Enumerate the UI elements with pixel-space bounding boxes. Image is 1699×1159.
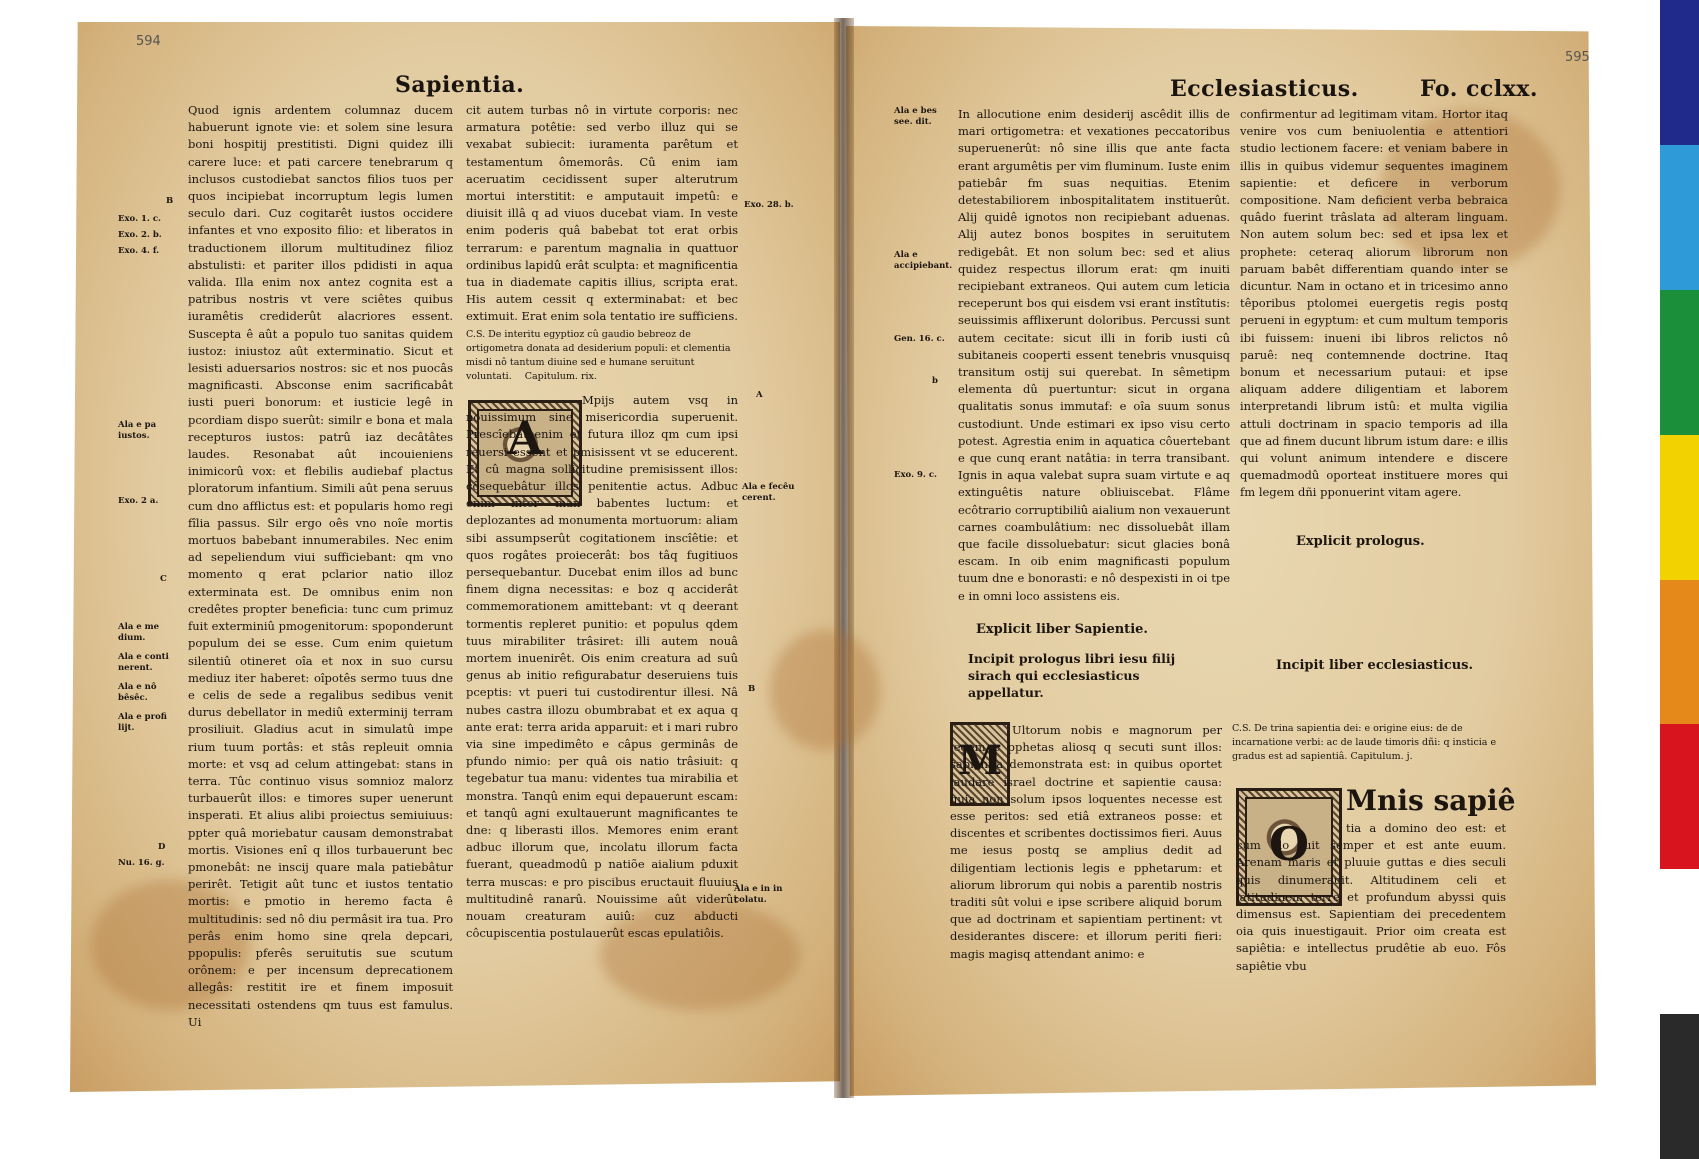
right-column-1-text: In allocutione enim desiderij ascêdit illis de mari ortigometra: et vexationes peccatoribus superuenerût: nô sine illis que ante facta erant argumêtis per vim fluminum. Iuste enim patiebâr fm suas nequitias. Etenim detestabiliorem inbospitalitatem instituerût. Alij quidê ignotos non recipiebant aduenas. Alij autez bonos bospites in seruitutem redigebât. Et non solum bec: sed et alius quidez respectus illorum erat: qm inuiti recipiebant extraneos. Qui autem cum leticia receperunt bos qui eisdem vsi erant instîtutis: seuissimis afflixerunt doloribus. Percussi sunt autem cecitate: sicut illi in forib iusti cû subitaneis cooperti essent tenebris vnusquisq transitum ostij sui querebat. In sêmetipm elementa dû puertuntur: sicut in organa qualitatis sonus immutaf: e oîa suum sonus custodiunt. Unde estimari ex ipso visu certo potest. Agrestia enim in aquatica côuertebant e que cunq erant natâtia: in terra transibant. Ignis in aqua valebat supra suam virtute e aq extinguêtis nature obliuiscebat. Flâme ecôtrario corruptibiliû aialium non vexauerunt carnes coambulâtium: nec dissoluebât illam que facile dissoluebatur: sicut glacies bonâ escam. In oib enim magnificasti populum tuum dne e bonorasti: e nô despexisti in oi tpe e in omni loco assistens eis. [958, 107, 1230, 603]
explicit-sapientie: Explicit liber Sapientie. [976, 622, 1148, 637]
margin-note: Exo. 28. b. [744, 200, 794, 210]
running-head-right: Ecclesiasticus. [1170, 76, 1359, 102]
calibration-swatch [1660, 580, 1699, 725]
margin-note: Ala e pa iustos. [118, 420, 157, 441]
right-column-2-text: confirmentur ad legitimam vitam. Hortor itaq venire vos cum beniuolentia e attentiori studio lectionem facere: et veniam babere in illis in quibus videmur sequentes imaginem sapientie: et deficere in verborum compositione. Nam deficient verba bebraica quâdo fuerint trâslata ad alteram linguam. Non autem solum bec: sed et ipsa lex et prophete: ceteraq aliorum librorum non paruam babêt differentiam quando inter se dicuntur. Nam in octano et in tricesimo anno têporibus ptolomei euergetis regis postq perueni in egyptum: et cum multum temporis ibi fuissem: inueni ibi libros relictos nô paruê: neq contemnende doctrine. Itaq bonum et necessarium putaui: et ipse aliquam addere diligentiam et laborem interpretandi librum istû: et multa vigilia attuli doctrinam in spacio temporis ad illa que ad finem ducunt librum istum dare: e illis qui volunt animum intendere e discere quemadmodû oporteat instituere mores qui fm legem dñi pponuerint vitam agere. [1240, 107, 1508, 500]
calibration-swatch [1660, 1014, 1699, 1159]
incipit-prologus-text: Incipit prologus libri iesu filij sirach qui ecclesiasticus appellatur. [968, 651, 1176, 700]
margin-note: Ala e bes see. dit. [894, 106, 937, 127]
right-chapter-caption [1232, 722, 1512, 770]
margin-note: B [166, 196, 174, 206]
woodcut-letter: A [507, 411, 543, 465]
omnis-sapientia-heading: Mnis sapiê [1346, 784, 1516, 817]
margin-note: Ala e accipiebant. [894, 250, 953, 271]
woodcut-letter-o: O [1268, 817, 1310, 871]
incipit-prologus [968, 650, 1208, 706]
margin-note: B [748, 684, 756, 694]
folio-number-right: 595 [1565, 50, 1590, 65]
left-chapter-caption [466, 328, 738, 384]
left-chapter-number: Capitulum. rix. [524, 371, 597, 382]
prologue-text [950, 722, 1222, 987]
left-chapter-caption-text: C.S. De interitu egyptioz cû gaudio bebreoz de ortigometra donata ad desiderium populi: et clementia misdi nô tantum diuine sed e humane seruitunt voluntati. [466, 329, 731, 382]
margin-note: Ala e nô bêsêc. [118, 682, 157, 703]
left-column-2-top [466, 102, 738, 324]
margin-note: Exo. 2 a. [118, 496, 159, 506]
margin-note: Ala e me dium. [118, 622, 160, 643]
margin-note: Exo. 4. f. [118, 246, 160, 256]
calibration-swatch [1660, 435, 1699, 580]
right-chapter-caption-text: C.S. De trina sapientia dei: e origine eius: de de incarnatione verbi: ac de laude timoris dñi: q insticia e gradus est ad sapientiâ. Capitulum. j. [1232, 723, 1497, 762]
calibration-swatch [1660, 145, 1699, 290]
running-head-left: Sapientia. [395, 72, 525, 98]
calibration-swatch [1660, 869, 1699, 1014]
calibration-swatch [1660, 724, 1699, 869]
left-column-2-top-text: cit autem turbas nô in virtute corporis: nec armatura potêtie: sed verbo illuz qui se vexabat subiecit: iuramenta parêtum et testamentum ômemorâs. Cû enim iam aceruatim cecidissent super alterutrum mortui interstitit: e amputauit impetû: e diuisit illâ q ad viuos ducebat viam. In veste enim poderis quâ babebat tot erat orbis terrarum: e parentum magnalia in quattuor ordinibus lapidû erât sculpta: et magnificentia tua in diademate capitis illius, scripta erat. His autem cessit q exterminabat: et bec extimuit. Erat enim sola tentatio ire sufficiens. [466, 103, 738, 324]
margin-note: C [160, 574, 167, 584]
calibration-swatch [1660, 0, 1699, 145]
woodcut-letter-m: M [957, 737, 1003, 784]
book-gutter [834, 18, 854, 1098]
margin-note: A [756, 390, 763, 400]
margin-note: Nu. 16. g. [118, 858, 165, 868]
omnis-text-body: tia a domino deo est: et cum illo fuit semper et est ante euum. Arenam maris et pluuie guttas e dies seculi quis dinumerauit. Altitudinem celi et latitudinem terre et profundum abyssi quis dimensus est. Sapientiam dei precedentem oia quis inuestigauit. Prior oim creata est sapiêtia: e intellectus prudêtie ab euo. Fôs sapiêtie vbu [1236, 821, 1506, 973]
prologue-text-body: Ultorum nobis e magnorum per legem e pphetas aliosq q secuti sunt illos: sapientia demonstrata est: in quibus oportet laudare israel doctrine et sapientie causa: quia non solum ipsos loquentes necesse est esse peritos: sed etiâ extraneos posse: et discentes et scribentes doctissimos fieri. Auus me iesus postq se amplius dedit ad diligentiam lectionis legis e pphetarum: et aliorum librorum qui nobis a parentib nostris traditi sût volui e ipse scribere aliquid borum que ad doctrinam et sapientiam pertinent: vt desiderantes discere: et illorum periti fieri: magis magisq attendant animo: e [950, 723, 1222, 961]
right-column-1 [958, 106, 1230, 606]
margin-note: Ala e in in colatu. [734, 884, 783, 905]
calibration-swatch [1660, 290, 1699, 435]
omnis-text [1236, 820, 1506, 988]
folio-label-right: Fo. cclxx. [1420, 76, 1539, 102]
right-column-2 [1240, 106, 1508, 506]
incipit-liber: Incipit liber ecclesiasticus. [1276, 658, 1474, 673]
margin-note: b [932, 376, 938, 386]
color-calibration-strip [1660, 0, 1699, 1159]
left-column-2-bottom [466, 392, 738, 982]
margin-note: Exo. 2. b. [118, 230, 162, 240]
folio-number-left: 594 [136, 34, 161, 49]
left-column-2-bottom-text: Mpijs autem vsq in nouissimum sine misericordia superuenit. Prescîebat enim et futura illoz qm cum ipsi reuersi essent et pmisissent vt se educerent. Et cû magna sollicitudine premisissent illos: côsequebâtur illos penitentie actus. Adbuc enim inter man babentes luctum: et deplozantes ad monumenta mortuorum: aliam sibi assumpserût cogitationem inscîêtie: et quos rogâtes proiecerât: bos tâq fugitiuos persequebantur. Ducebat enim illos ad bunc finem digna necessitas: e boz q acciderât commemorationem amittebant: vt q deerant tormentis repleret punitio: et populus qdem tuus mirabiliter trâsiret: illi autem nouâ mortem inuenirêt. Ois enim creatura ad suû genus ab initio refigurabatur deseruiens tuis pceptis: vt pueri tui custodirentur illesi. Nâ nubes castra illozu obumbrabat et ex aqua q ante erat: terra arida apparuit: et i mari rubro via sine impedimêto e câpus germinâs de pfundo nimio: per quâ ois natio trâsiuit: q tegebatur tua manu: videntes tua mirabilia et monstra. Tanqû enim equi depauerunt escam: et tanqû agni exultauerunt magnificantes te dne: q liberasti illos. Memores enim erant adbuc illorum que, incolatu illorum facta fuerant, queadmodû p natiõe aialium pduxit terra muscas: e pro piscibus eructauit fluuius multitudinê ranarû. Nouissime aût viderût nouam creaturam auiû: cuz abducti côcupiscentia postulauerût escas epulatiôis. [466, 393, 738, 941]
margin-note: Exo. 9. c. [894, 470, 937, 480]
left-column-1 [188, 102, 453, 1029]
margin-note: Ala e fecêu cerent. [742, 482, 795, 503]
water-stain [770, 630, 880, 750]
margin-note: Gen. 16. c. [894, 334, 945, 344]
margin-note: Ala e profi lijt. [118, 712, 167, 733]
margin-note: Ala e conti nerent. [118, 652, 169, 673]
margin-note: Exo. 1. c. [118, 214, 161, 224]
margin-note: D [158, 842, 166, 852]
explicit-prologus: Explicit prologus. [1296, 534, 1425, 549]
left-column-1-text: Quod ignis ardentem columnaz ducem habuerunt ignote vie: et solem sine lesura boni hospitij prestitisti. Digni quidez illi carere luce: et pati carcere tenebrarum q inclusos custodiebat sanctos filios tuos per quos incipiebat incorruptum legis lumen seculo dari. Cuz cogitarêt iustos occidere infantes et vno exposito filio: et liberatos in traductionem illorum multitudinez filioz abstulisti: et pariter illos pdidisti in aqua valida. Illa enim nox antez cognita est a patribus nostris vt vere sciêtes quibus iuramêtis crediderût alacriores essent. Suscepta ê aût a populo tuo sanitas quidem iustoz: iniustoz aût exterminatio. Sicut et lesisti aduersarios nostros: sic et nos puocâs magnificasti. Absconse enim sacrificabât iusti pueri bonorum: et iusticie legê in pcordiam dispo suerût: similr e bona et mala recepturos iustos: patrû iaz decâtâtes laudes. Resonabat aût incouieniens inimicorû vox: et flebilis audiebaf plactus ploratorum infantium. Simili aût pena seruus cum dno afflictus est: et popularis homo regi fîlia passus. Silr ergo oês vno noîe mortis mortuos babebant innumerabiles. Nec enim ad sepeliendum viui sufficiebant: qm vno momento q erat pclarior natio illoz exterminata est. De omnibus enim non credêtes propter beneficia: tunc cum primuz fuit exterminiû pmogenitorum: spoponderunt populum dei se esse. Cum enim quietum silentiû otineret oîa et nox in suo cursu mediuz iter haberet: oîpotês sermo tuus dne e celis de sede a regalibus sedibus venit durus debellator in mediû exterminij terram prosiliuit. Gladius acut in simulatû impe rium tuum portâs: et stâs repleuit omnia morte: et vsq ad celum attingebat: stans in terra. Tûc continuo visus somnioz malorz turbauerût illos: e timores super uenerunt insperati. Et alius alibi proiectus semiuiuus: ppter quâ moriebatur causam demonstrabat mortis. Visiones enî q illos turbauerunt bec pmonebât: ne inscij quare mala patiebâtur perirêt. Tetigit aût tunc et iustos tentatio mortis: e pmotio in heremo facta ê multitudinis: sed nô diu permâsit ira tua. Pro perâs enim homo sine qrela depcari, ppopulis: pferês seruitutis sue scutum orônem: e per incensum deprecationem allegâs: restitit ire et finem imposuit necessitati ostendens qm tuus est famulus. Ui [188, 103, 453, 1029]
